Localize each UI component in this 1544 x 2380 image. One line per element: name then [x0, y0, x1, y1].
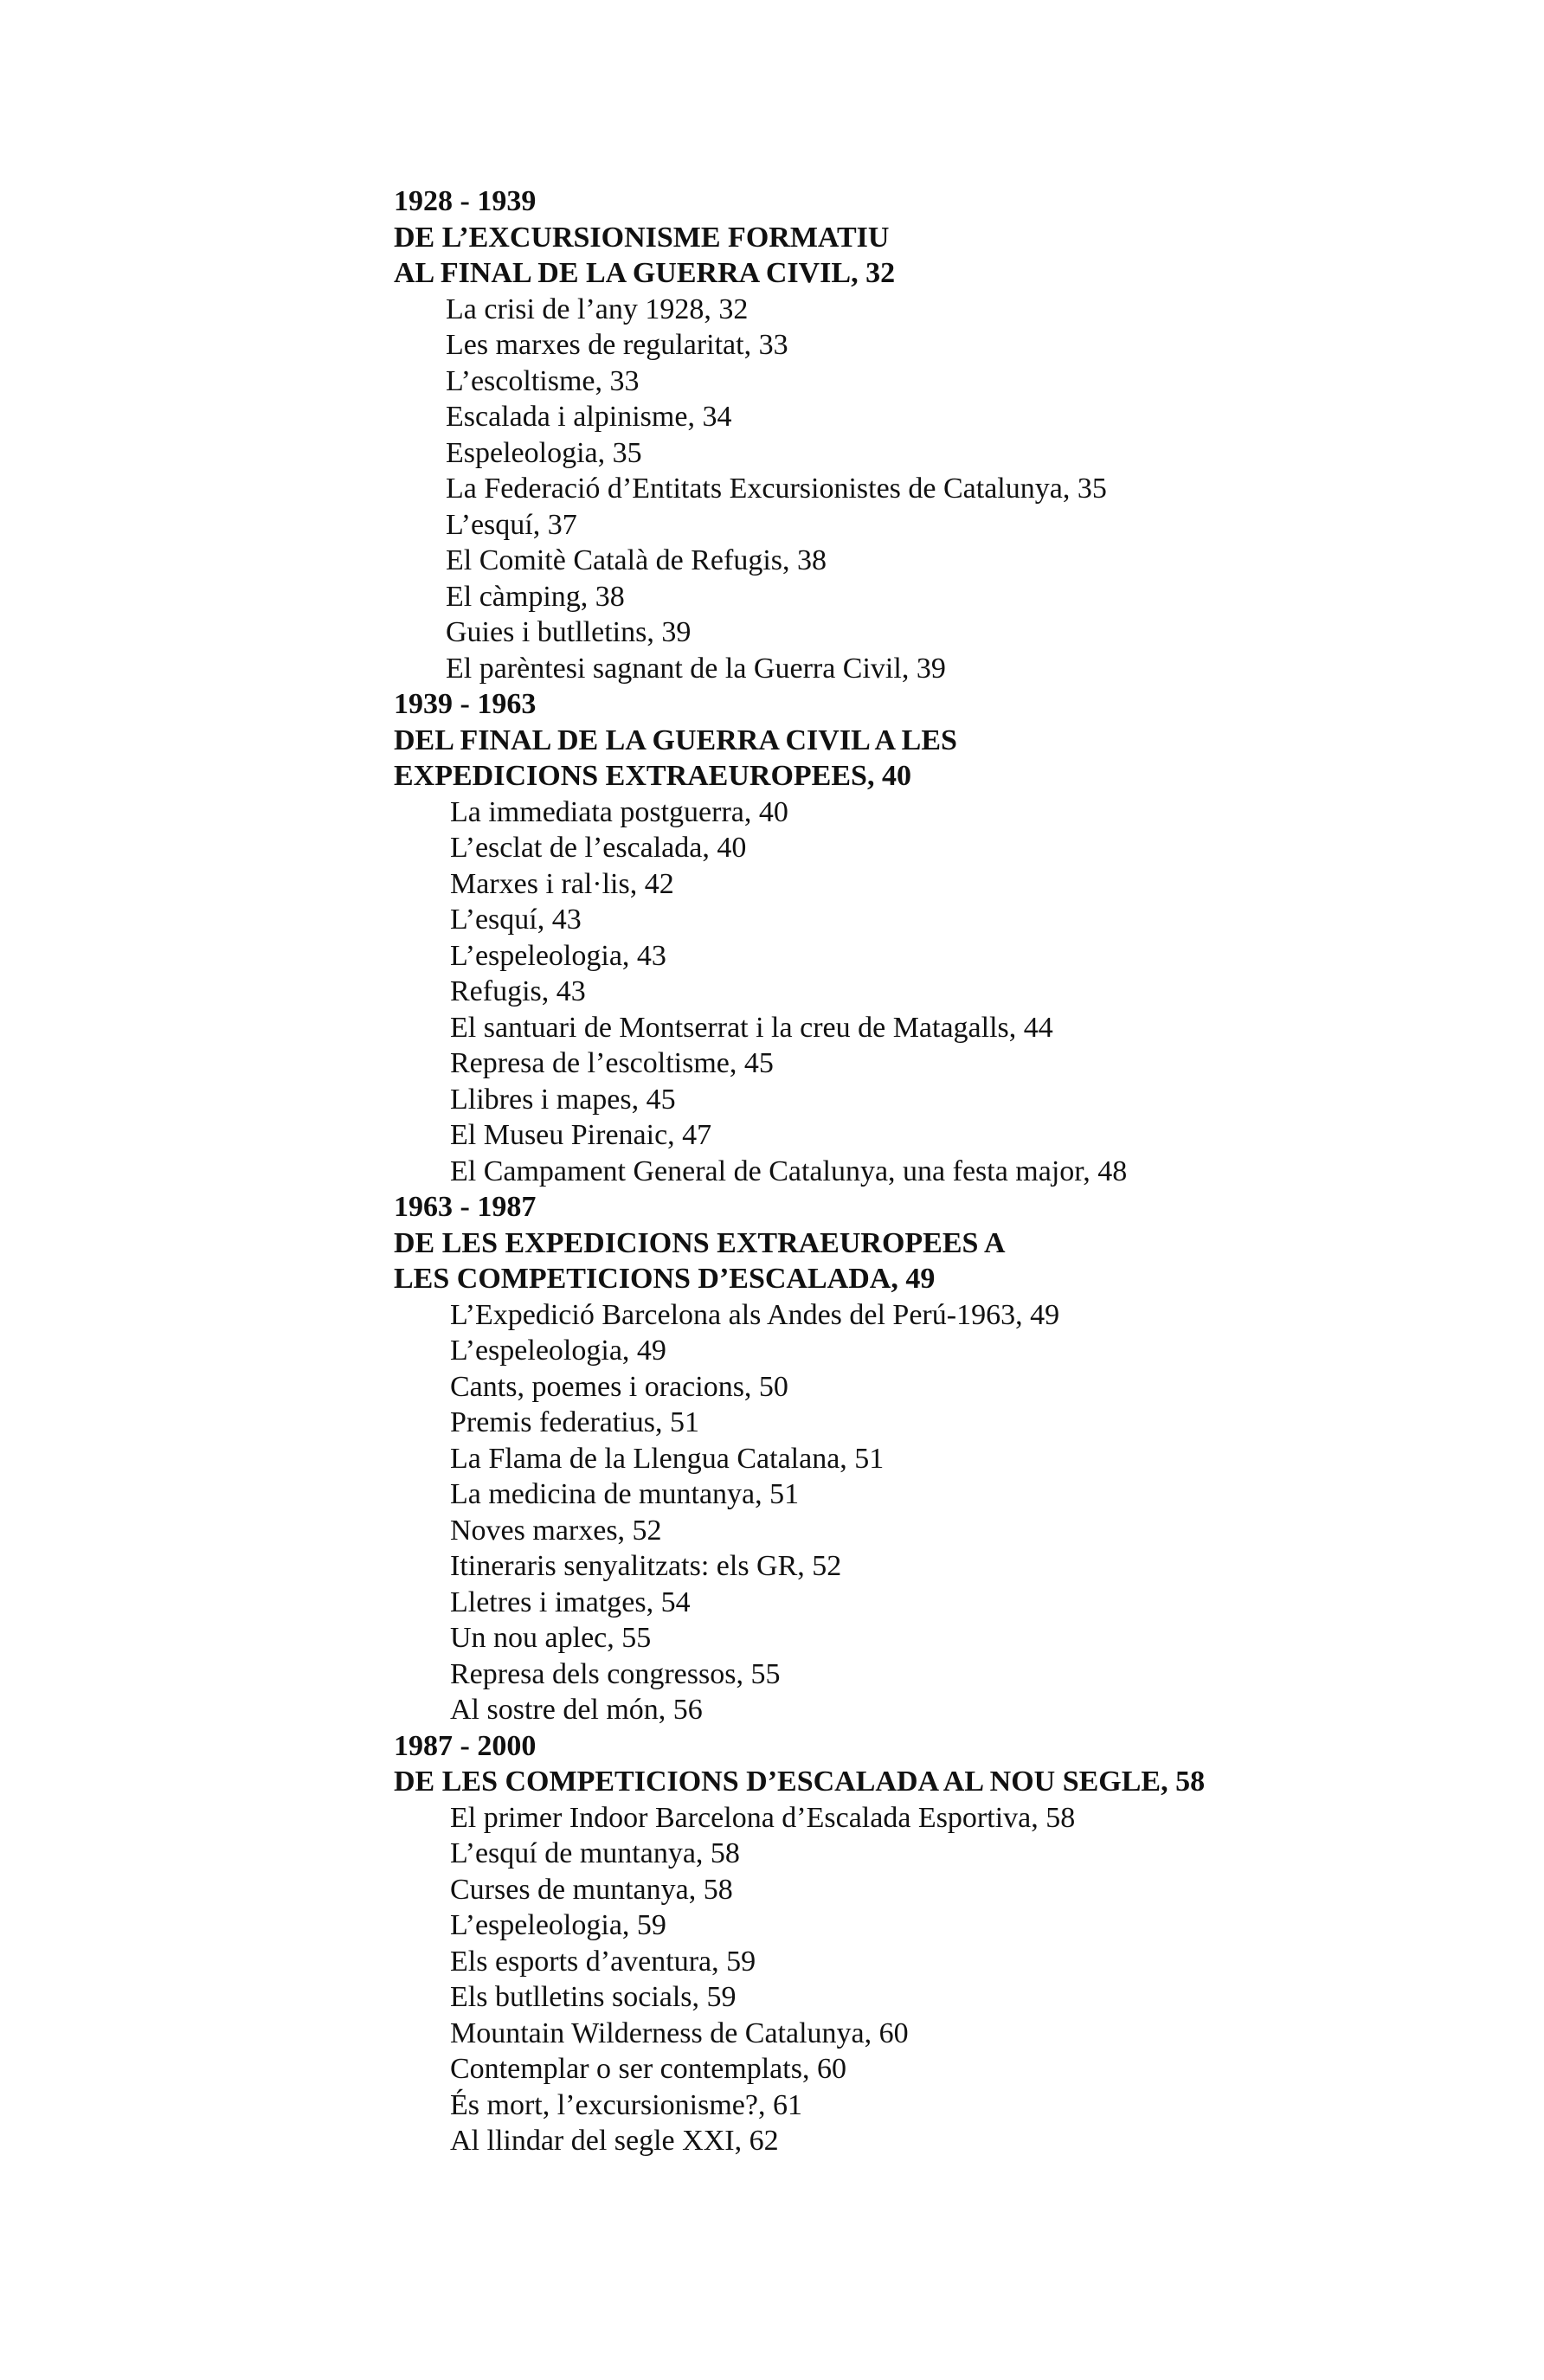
section-years: 1963 - 1987: [394, 1191, 537, 1223]
toc-entry: Represa de l’escoltisme, 45: [450, 1047, 774, 1079]
section-entries: [394, 794, 1519, 1190]
toc-entry: Refugis, 43: [450, 975, 586, 1007]
table-of-contents: [394, 183, 1519, 2159]
toc-entry: El càmping, 38: [446, 580, 625, 613]
section-heading: [394, 1728, 1519, 1800]
toc-entry: El parèntesi sagnant de la Guerra Civil, 39: [446, 652, 946, 685]
toc-entry: El Comitè Català de Refugis, 38: [446, 544, 827, 576]
toc-entry: Premis federatius, 51: [450, 1406, 699, 1438]
toc-entry: La immediata postguerra, 40: [450, 795, 788, 828]
toc-entry: Els butlletins socials, 59: [450, 1981, 737, 2013]
toc-entry: Cants, poemes i oracions, 50: [450, 1370, 788, 1403]
toc-entry: La Flama de la Llengua Catalana, 51: [450, 1442, 885, 1475]
toc-entry: L’esquí de muntanya, 58: [450, 1837, 740, 1869]
section-entries: [394, 292, 1519, 687]
toc-entry: Escalada i alpinisme, 34: [446, 401, 732, 433]
section-years: 1939 - 1963: [394, 688, 537, 720]
toc-entry: L’Expedició Barcelona als Andes del Perú-1963, 49: [450, 1298, 1060, 1331]
toc-entry: És mort, l’excursionisme?, 61: [450, 2088, 802, 2121]
section-title-line: DEL FINAL DE LA GUERRA CIVIL A LES: [394, 724, 957, 756]
toc-entry: Curses de muntanya, 58: [450, 1873, 733, 1906]
toc-entry: Un nou aplec, 55: [450, 1622, 652, 1654]
toc-entry: Mountain Wilderness de Catalunya, 60: [450, 2017, 909, 2049]
section-entries: [394, 1800, 1519, 2159]
toc-entry: L’esclat de l’escalada, 40: [450, 832, 747, 864]
toc-entry: La Federació d’Entitats Excursionistes de Catalunya, 35: [446, 473, 1107, 505]
toc-entry: Els esports d’aventura, 59: [450, 1945, 756, 1978]
section-title-line: LES COMPETICIONS D’ESCALADA, 49: [394, 1263, 936, 1295]
toc-entry: Noves marxes, 52: [450, 1514, 662, 1547]
toc-entry: El primer Indoor Barcelona d’Escalada Esportiva, 58: [450, 1801, 1076, 1834]
toc-entry: Marxes i ral·lis, 42: [450, 867, 674, 900]
section-heading: [394, 686, 1519, 794]
toc-section: [394, 1189, 1519, 1728]
section-years: 1987 - 2000: [394, 1729, 537, 1762]
toc-entry: Espeleologia, 35: [446, 436, 642, 469]
section-heading: [394, 1189, 1519, 1297]
toc-entry: Lletres i imatges, 54: [450, 1586, 691, 1618]
section-title-line: DE LES EXPEDICIONS EXTRAEUROPEES A: [394, 1226, 1006, 1259]
toc-entry: Llibres i mapes, 45: [450, 1083, 676, 1116]
toc-entry: L’esquí, 43: [450, 904, 582, 936]
toc-entry: L’espeleologia, 49: [450, 1335, 666, 1367]
section-entries: [394, 1297, 1519, 1728]
toc-section: [394, 1728, 1519, 2159]
toc-entry: L’espeleologia, 43: [450, 939, 666, 972]
toc-entry: El Campament General de Catalunya, una festa major, 48: [450, 1155, 1128, 1187]
toc-entry: Al llindar del segle XXI, 62: [450, 2125, 779, 2157]
toc-section: [394, 183, 1519, 686]
section-title-line: AL FINAL DE LA GUERRA CIVIL, 32: [394, 257, 896, 289]
toc-entry: Represa dels congressos, 55: [450, 1657, 781, 1690]
section-years: 1928 - 1939: [394, 185, 537, 217]
toc-entry: Itineraris senyalitzats: els GR, 52: [450, 1550, 842, 1582]
toc-entry: Al sostre del món, 56: [450, 1694, 703, 1726]
toc-entry: Contemplar o ser contemplats, 60: [450, 2053, 846, 2085]
section-title-line: EXPEDICIONS EXTRAEUROPEES, 40: [394, 760, 911, 792]
toc-entry: L’esquí, 37: [446, 508, 577, 541]
toc-entry: L’escoltisme, 33: [446, 364, 640, 397]
section-heading: [394, 183, 1519, 292]
section-title-line: DE LES COMPETICIONS D’ESCALADA AL NOU SEGLE, 58: [394, 1766, 1206, 1798]
toc-entry: El Museu Pirenaic, 47: [450, 1119, 712, 1151]
toc-entry: Les marxes de regularitat, 33: [446, 329, 788, 361]
toc-entry: La medicina de muntanya, 51: [450, 1478, 800, 1510]
toc-entry: Guies i butlletins, 39: [446, 616, 692, 648]
toc-entry: L’espeleologia, 59: [450, 1909, 666, 1941]
toc-entry: El santuari de Montserrat i la creu de Matagalls, 44: [450, 1011, 1053, 1044]
section-title-line: DE L’EXCURSIONISME FORMATIU: [394, 221, 890, 254]
toc-entry: La crisi de l’any 1928, 32: [446, 293, 749, 325]
toc-section: [394, 686, 1519, 1189]
